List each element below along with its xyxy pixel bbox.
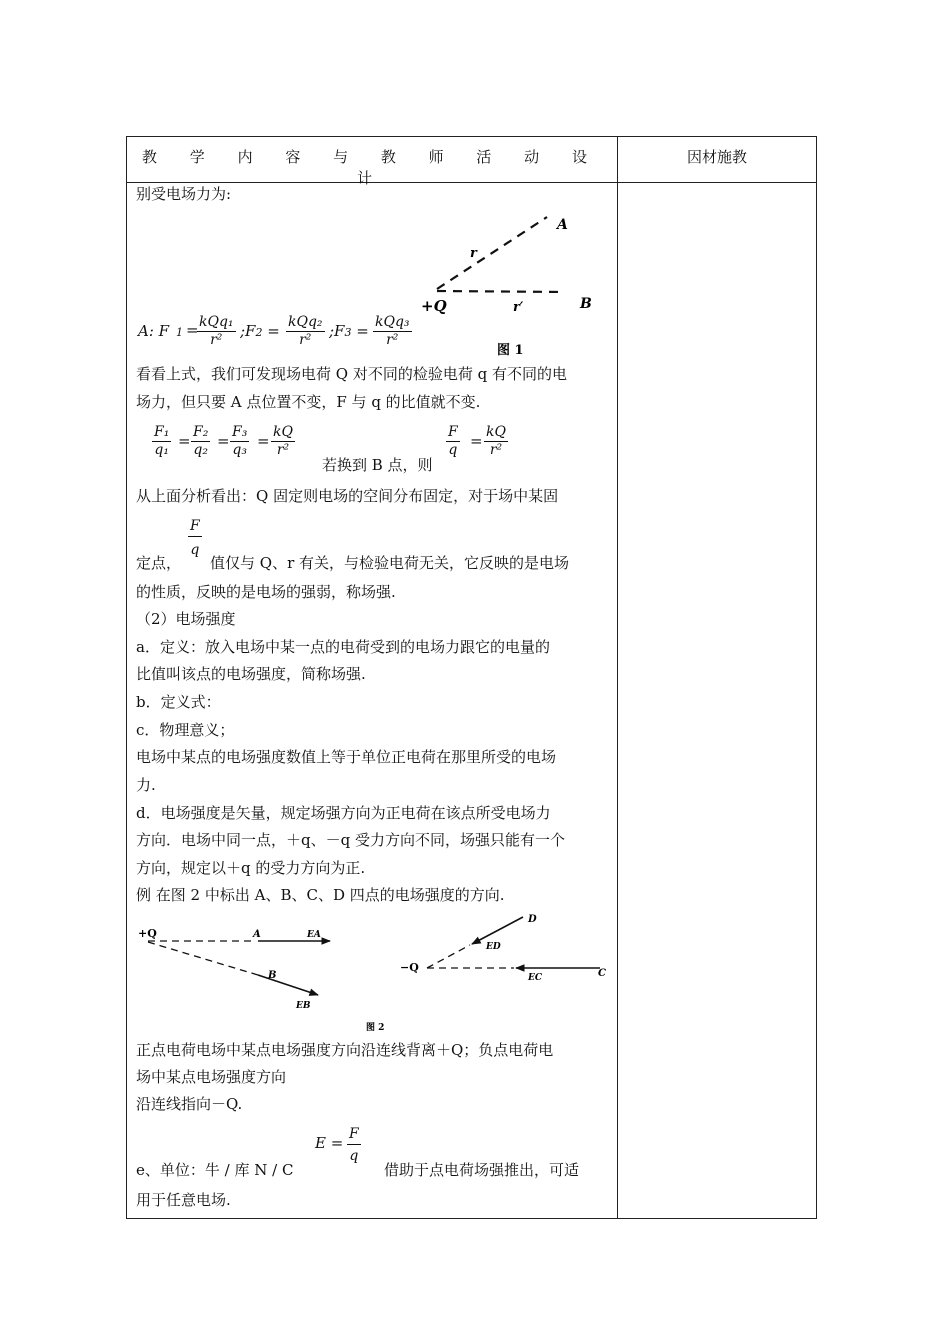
label-minus-q: −Q bbox=[400, 961, 419, 974]
text-line: 比值叫该点的电场强度，简称场强. bbox=[136, 665, 366, 683]
label-a: A bbox=[253, 929, 261, 940]
text-line: a．定义：放入电场中某一点的电荷受到的电场力跟它的电量的 bbox=[136, 638, 550, 656]
column-divider bbox=[617, 136, 618, 1219]
label-a: A bbox=[557, 217, 568, 233]
label-plus-q: +Q bbox=[138, 927, 157, 940]
header-individualized: 因材施教 bbox=[686, 148, 747, 166]
header-teaching-content: 教 学 内 容 与 教 师 活 动 设 计 bbox=[142, 148, 601, 187]
fraction-f1-q1: $\frac{\text{F₁}}{\text{q₁}}$ bbox=[154, 424, 170, 458]
text-inline: 值仅与 Q、r 有关，与检验电荷无关，它反映的是电场 bbox=[210, 554, 570, 572]
label-eb: EB bbox=[296, 1001, 311, 1011]
fraction-kq-r2: $\frac{kQ}{\text{r²}}$ bbox=[273, 424, 293, 458]
arrow-eb bbox=[258, 975, 318, 995]
text-inline: 借助于点电荷场强推出，可适 bbox=[384, 1161, 580, 1179]
text-inline: 若换到 B 点，则 bbox=[322, 456, 433, 474]
text-line: 正点电荷电场中某点电场强度方向沿连线背离＋Q；负点电荷电 bbox=[136, 1041, 554, 1059]
text-line: 场力，但只要 A 点位置不变，F 与 q 的比值就不变. bbox=[136, 393, 481, 411]
fraction-kq-r2-b: $\frac{kQ}{\text{r²}}$ bbox=[486, 424, 506, 458]
figure-1-caption: 图 1 bbox=[497, 343, 524, 358]
formula-f-prefix: A: F bbox=[138, 322, 170, 340]
text-inline: 定点， bbox=[136, 554, 182, 572]
fraction-f-over-q: $\frac{F}{q}$ bbox=[190, 518, 200, 558]
label-c: C bbox=[598, 968, 606, 979]
line-qa bbox=[437, 217, 547, 289]
arrow-ed bbox=[472, 917, 523, 944]
text-line: 电场中某点的电场强度数值上等于单位正电荷在那里所受的电场 bbox=[136, 748, 557, 766]
text-line: b．定义式： bbox=[136, 693, 221, 711]
fraction-f3-q3: $\frac{\text{F₃}}{\text{q₃}}$ bbox=[232, 424, 248, 458]
label-plus-q: +Q bbox=[421, 297, 447, 315]
label-b: B bbox=[580, 296, 592, 312]
fraction-e-f-q: $\frac{F}{q}$ bbox=[349, 1126, 359, 1164]
text-line: 方向，规定以＋q 的受力方向为正. bbox=[136, 859, 366, 877]
text-line: c．物理意义； bbox=[136, 721, 235, 739]
text-line: （2）电场强度 bbox=[136, 610, 236, 628]
dash-nq-d bbox=[427, 945, 470, 968]
text-line: 用于任意电场. bbox=[136, 1191, 231, 1209]
text-inline: e、单位：牛 / 库 N / C bbox=[136, 1161, 294, 1179]
text-line: 力. bbox=[136, 776, 156, 794]
label-r: r bbox=[470, 246, 477, 261]
text-line: 从上面分析看出：Q 固定则电场的空间分布固定，对于场中某固 bbox=[136, 487, 559, 505]
fraction-f3: kQq₃ r² bbox=[375, 314, 410, 348]
label-d: D bbox=[528, 914, 537, 925]
label-rprime: r′ bbox=[513, 300, 524, 315]
text-line: 例 在图 2 中标出 A、B、C、D 四点的电场强度的方向. bbox=[136, 886, 505, 904]
formula-e-lhs: E = bbox=[315, 1134, 344, 1152]
figure-1 bbox=[415, 205, 605, 360]
text-line: 看看上式，我们可发现场电荷 Q 对不同的检验电荷 q 有不同的电 bbox=[136, 365, 567, 383]
label-ed: ED bbox=[486, 942, 501, 952]
fraction-f2: kQq₂ r² bbox=[288, 314, 323, 348]
figure-2 bbox=[130, 908, 612, 1036]
figure-2-caption: 图 2 bbox=[366, 1023, 385, 1033]
fraction-f-q: $\frac{F}{q}$ bbox=[448, 424, 458, 458]
fraction-f1: kQq₁ r² bbox=[199, 314, 234, 348]
text-line: 方向．电场中同一点，＋q、－q 受力方向不同，场强只能有一个 bbox=[136, 831, 565, 849]
label-ec: EC bbox=[528, 973, 543, 983]
text-line: d．电场强度是矢量，规定场强方向为正电荷在该点所受电场力 bbox=[136, 804, 551, 822]
line-qb bbox=[437, 291, 565, 292]
text-line: 别受电场力为: bbox=[136, 185, 232, 203]
label-ea: EA bbox=[307, 930, 321, 940]
text-line: 场中某点电场强度方向 bbox=[136, 1068, 287, 1086]
label-b: B bbox=[268, 970, 277, 981]
text-line: 的性质，反映的是电场的强弱，称场强. bbox=[136, 583, 396, 601]
dash-pq-b bbox=[148, 942, 258, 975]
fraction-f2-q2: $\frac{\text{F₂}}{\text{q₂}}$ bbox=[193, 424, 209, 458]
text-line: 沿连线指向－Q. bbox=[136, 1095, 243, 1113]
